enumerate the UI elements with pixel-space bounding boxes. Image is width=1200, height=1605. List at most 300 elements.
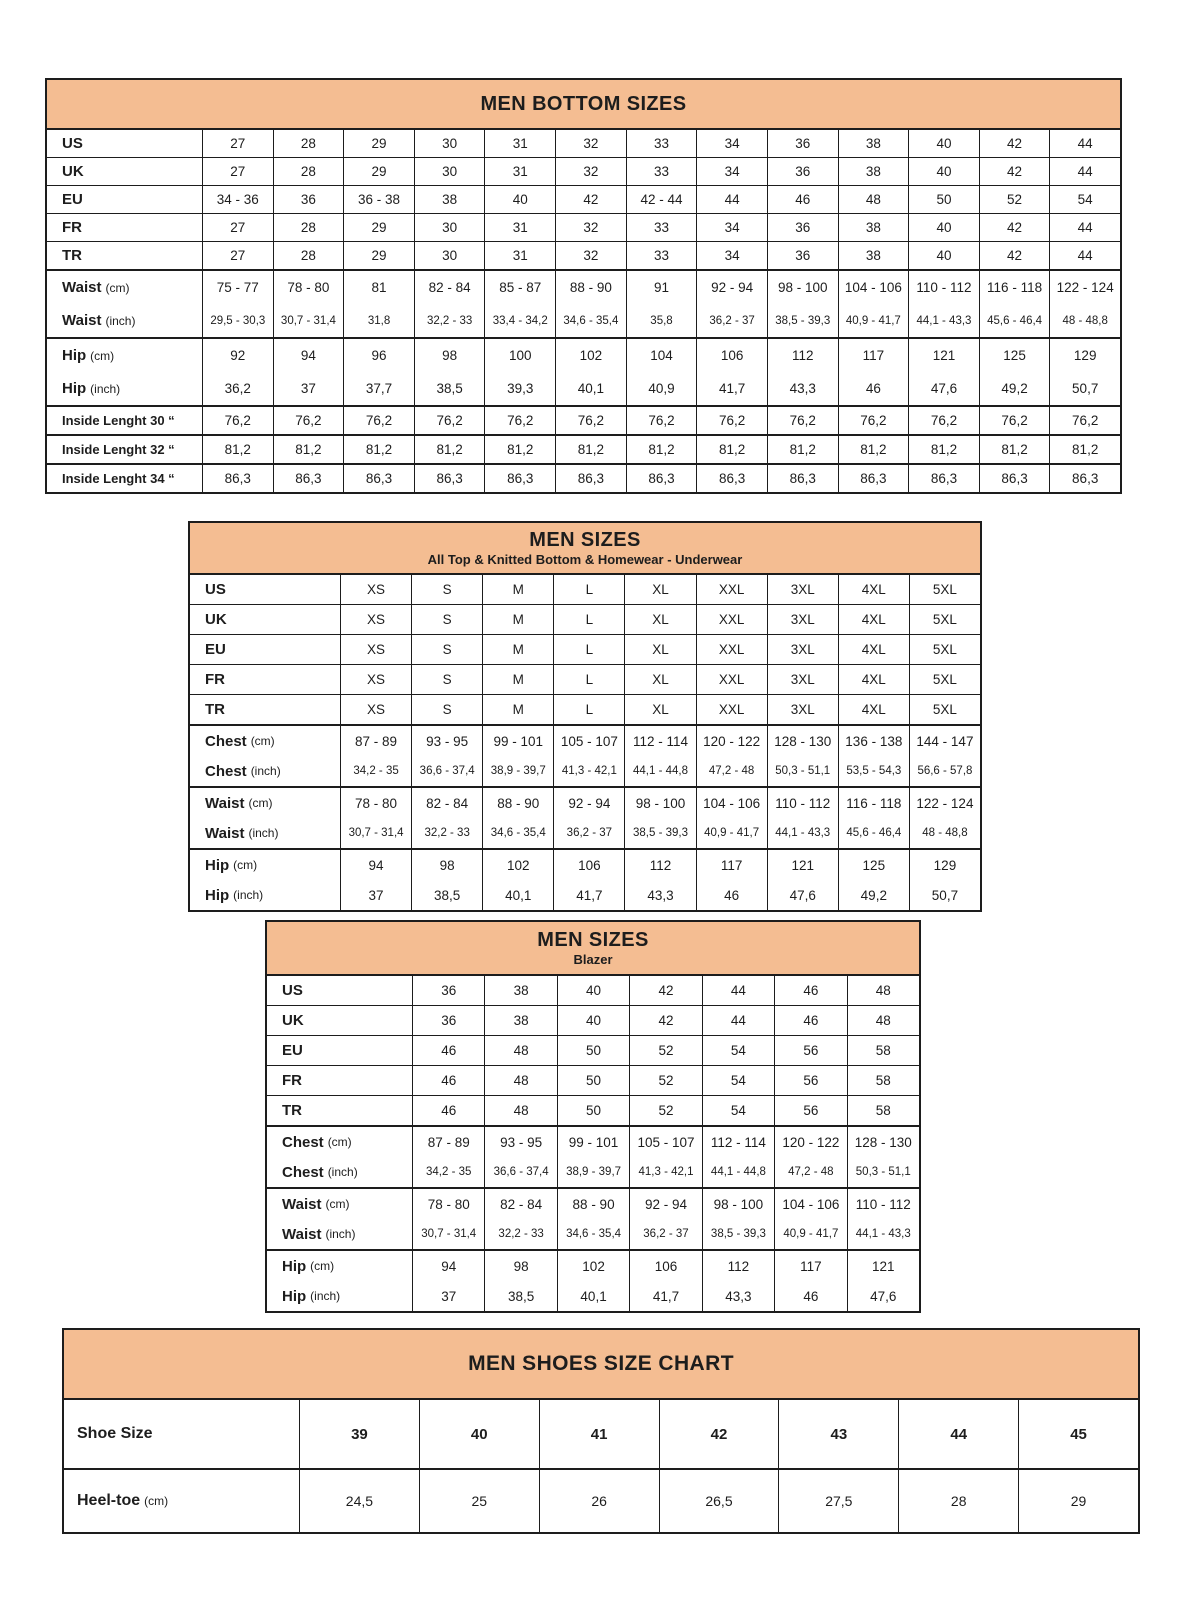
size-cell: XS xyxy=(340,635,411,664)
size-cell: 36 xyxy=(767,214,838,241)
table-row xyxy=(47,271,1120,304)
size-cell: 27 xyxy=(202,214,273,241)
men-sizes-tops-table xyxy=(188,521,982,912)
table-row xyxy=(267,1281,919,1311)
size-cell: 30,7 - 31,4 xyxy=(273,304,344,337)
size-cell: 49,2 xyxy=(838,880,909,910)
size-cell: 29 xyxy=(343,158,414,185)
size-cell: 86,3 xyxy=(626,465,697,492)
size-cell: 125 xyxy=(838,850,909,880)
row-label-text: Inside Lenght 34 “ xyxy=(62,471,175,486)
size-cell: 41,3 - 42,1 xyxy=(629,1157,701,1187)
size-cell: 32,2 - 33 xyxy=(414,304,485,337)
row-label-unit: (inch) xyxy=(325,1227,356,1241)
size-cell: 3XL xyxy=(767,575,838,604)
size-cell: M xyxy=(482,665,553,694)
size-cell: 27 xyxy=(202,158,273,185)
size-cell: 40 xyxy=(419,1400,539,1468)
row-group xyxy=(267,976,919,1005)
row-label xyxy=(190,605,340,634)
row-group xyxy=(47,434,1120,463)
size-cell: 76,2 xyxy=(1049,407,1120,434)
size-cell: 81,2 xyxy=(767,436,838,463)
size-cell: 81,2 xyxy=(626,436,697,463)
size-cell: 38,5 - 39,3 xyxy=(702,1219,774,1249)
size-cell: 31 xyxy=(484,158,555,185)
size-cell: 81,2 xyxy=(908,436,979,463)
table-row xyxy=(267,976,919,1005)
row-group xyxy=(47,269,1120,337)
row-label xyxy=(190,818,340,848)
men-bottom-sizes-table xyxy=(45,78,1122,494)
size-cell: 40 xyxy=(557,1006,629,1035)
size-cell: 41,3 - 42,1 xyxy=(553,756,624,786)
size-cell: 86,3 xyxy=(1049,465,1120,492)
size-cell: 85 - 87 xyxy=(484,271,555,304)
size-cell: 87 - 89 xyxy=(340,726,411,756)
size-cell: 3XL xyxy=(767,605,838,634)
size-cell: 5XL xyxy=(909,635,980,664)
size-cell: XL xyxy=(624,695,695,724)
size-cell: 33 xyxy=(626,130,697,157)
row-group xyxy=(190,604,980,634)
size-cell: 34 xyxy=(696,214,767,241)
size-cell: 98 xyxy=(414,339,485,372)
size-cell: 76,2 xyxy=(273,407,344,434)
size-cell: 36,2 - 37 xyxy=(696,304,767,337)
size-cell: 31 xyxy=(484,242,555,269)
row-group xyxy=(267,1249,919,1311)
row-label-text: Inside Lenght 32 “ xyxy=(62,442,175,457)
size-cell: 32 xyxy=(555,214,626,241)
size-cell: 30,7 - 31,4 xyxy=(340,818,411,848)
size-cell: 40,9 xyxy=(626,372,697,405)
size-cell: 41,7 xyxy=(629,1281,701,1311)
size-cell: 48 - 48,8 xyxy=(1049,304,1120,337)
size-cell: XS xyxy=(340,665,411,694)
row-label-text: EU xyxy=(205,641,226,658)
size-cell: 4XL xyxy=(838,665,909,694)
size-cell: 120 - 122 xyxy=(696,726,767,756)
size-cell: 81,2 xyxy=(838,436,909,463)
size-cell: 36,6 - 37,4 xyxy=(411,756,482,786)
size-cell: 4XL xyxy=(838,635,909,664)
table-row xyxy=(267,1127,919,1157)
size-cell: 116 - 118 xyxy=(979,271,1050,304)
size-cell: 25 xyxy=(419,1470,539,1532)
row-group xyxy=(190,575,980,604)
size-cell: 81,2 xyxy=(555,436,626,463)
size-cell: 100 xyxy=(484,339,555,372)
row-label xyxy=(267,1066,412,1095)
size-cell: 42 - 44 xyxy=(626,186,697,213)
size-cell: 36 xyxy=(273,186,344,213)
size-cell: 78 - 80 xyxy=(273,271,344,304)
size-cell: 32 xyxy=(555,242,626,269)
row-label-text: Chest xyxy=(282,1163,324,1181)
row-label xyxy=(190,756,340,786)
row-group xyxy=(47,157,1120,185)
size-cell: 54 xyxy=(702,1096,774,1125)
size-cell: 27 xyxy=(202,242,273,269)
row-label xyxy=(267,1127,412,1157)
row-label-text: Chest xyxy=(205,732,247,750)
size-cell: 33 xyxy=(626,158,697,185)
size-cell: XXL xyxy=(696,575,767,604)
size-cell: S xyxy=(411,605,482,634)
size-cell: 31,8 xyxy=(343,304,414,337)
size-cell: 34 xyxy=(696,242,767,269)
table-body xyxy=(267,976,919,1311)
size-cell: 38 xyxy=(414,186,485,213)
size-cell: 30 xyxy=(414,242,485,269)
row-label-text: EU xyxy=(62,191,83,208)
size-cell: 104 - 106 xyxy=(774,1189,846,1219)
size-cell: 76,2 xyxy=(202,407,273,434)
size-cell: 96 xyxy=(343,339,414,372)
size-cell: 81,2 xyxy=(696,436,767,463)
size-cell: 93 - 95 xyxy=(484,1127,556,1157)
row-group xyxy=(47,463,1120,492)
size-cell: 105 - 107 xyxy=(629,1127,701,1157)
size-cell: 33,4 - 34,2 xyxy=(484,304,555,337)
row-label-text: Shoe Size xyxy=(77,1425,153,1442)
table-title: MEN SIZES xyxy=(537,928,649,951)
row-label xyxy=(267,1251,412,1281)
size-cell: XXL xyxy=(696,695,767,724)
size-cell: 28 xyxy=(273,214,344,241)
table-row xyxy=(267,1096,919,1125)
table-row xyxy=(190,880,980,910)
size-cell: 24,5 xyxy=(299,1470,419,1532)
size-cell: 43 xyxy=(778,1400,898,1468)
size-cell: 52 xyxy=(629,1036,701,1065)
size-cell: 56 xyxy=(774,1096,846,1125)
size-cell: 86,3 xyxy=(767,465,838,492)
size-cell: 43,3 xyxy=(767,372,838,405)
table-row xyxy=(190,665,980,694)
row-label-unit: (cm) xyxy=(310,1259,335,1273)
size-cell: 102 xyxy=(557,1251,629,1281)
table-row xyxy=(267,1066,919,1095)
size-cell: 36 xyxy=(767,158,838,185)
size-cell: 37 xyxy=(412,1281,484,1311)
size-cell: 48 - 48,8 xyxy=(909,818,980,848)
size-cell: 48 xyxy=(484,1066,556,1095)
table-row xyxy=(47,242,1120,269)
size-cell: 44,1 - 43,3 xyxy=(767,818,838,848)
size-cell: 46 xyxy=(838,372,909,405)
size-cell: S xyxy=(411,575,482,604)
size-cell: 47,2 - 48 xyxy=(696,756,767,786)
size-cell: 26,5 xyxy=(659,1470,779,1532)
size-cell: 76,2 xyxy=(908,407,979,434)
row-group xyxy=(47,185,1120,213)
size-cell: 29 xyxy=(343,242,414,269)
row-label xyxy=(47,130,202,157)
size-cell: 44 xyxy=(1049,242,1120,269)
size-cell: 81,2 xyxy=(414,436,485,463)
row-group xyxy=(47,213,1120,241)
size-cell: 104 - 106 xyxy=(838,271,909,304)
size-cell: 40 xyxy=(484,186,555,213)
size-cell: 48 xyxy=(484,1036,556,1065)
size-cell: 81,2 xyxy=(1049,436,1120,463)
size-cell: 81 xyxy=(343,271,414,304)
row-label xyxy=(64,1470,299,1532)
size-cell: 120 - 122 xyxy=(774,1127,846,1157)
size-cell: 31 xyxy=(484,130,555,157)
size-cell: 36,2 - 37 xyxy=(553,818,624,848)
row-label xyxy=(267,1157,412,1187)
size-cell: 86,3 xyxy=(696,465,767,492)
size-cell: 38 xyxy=(484,1006,556,1035)
size-cell: 42 xyxy=(659,1400,779,1468)
size-cell: 38 xyxy=(838,214,909,241)
row-group xyxy=(190,848,980,910)
size-cell: 82 - 84 xyxy=(484,1189,556,1219)
size-cell: 28 xyxy=(273,242,344,269)
row-group xyxy=(190,634,980,664)
size-cell: 81,2 xyxy=(979,436,1050,463)
size-cell: L xyxy=(553,635,624,664)
size-cell: XL xyxy=(624,665,695,694)
size-cell: 50,7 xyxy=(909,880,980,910)
size-cell: 30,7 - 31,4 xyxy=(412,1219,484,1249)
size-cell: 99 - 101 xyxy=(557,1127,629,1157)
table-body xyxy=(47,130,1120,492)
row-label-text: UK xyxy=(205,611,227,628)
size-cell: 47,6 xyxy=(847,1281,919,1311)
size-cell: 41,7 xyxy=(696,372,767,405)
size-cell: 81,2 xyxy=(202,436,273,463)
table-row xyxy=(190,726,980,756)
row-label-text: Chest xyxy=(282,1133,324,1151)
row-label-text: Hip xyxy=(205,886,230,904)
table-row xyxy=(267,1036,919,1065)
row-label-text: EU xyxy=(282,1042,303,1059)
size-cell: 50 xyxy=(557,1066,629,1095)
size-cell: 30 xyxy=(414,214,485,241)
size-cell: 81,2 xyxy=(343,436,414,463)
size-cell: 92 - 94 xyxy=(696,271,767,304)
size-cell: 76,2 xyxy=(626,407,697,434)
size-cell: 58 xyxy=(847,1036,919,1065)
row-label-unit: (cm) xyxy=(248,796,273,810)
size-cell: 82 - 84 xyxy=(411,788,482,818)
table-row xyxy=(47,186,1120,213)
size-cell: 48 xyxy=(838,186,909,213)
size-cell: 94 xyxy=(273,339,344,372)
size-cell: L xyxy=(553,605,624,634)
table-title: MEN SHOES SIZE CHART xyxy=(468,1351,734,1375)
row-label-unit: (cm) xyxy=(327,1135,352,1149)
size-cell: 32,2 - 33 xyxy=(484,1219,556,1249)
size-cell: 50,3 - 51,1 xyxy=(767,756,838,786)
row-label-unit: (inch) xyxy=(310,1289,341,1303)
size-cell: 112 - 114 xyxy=(624,726,695,756)
size-cell: 4XL xyxy=(838,575,909,604)
size-cell: 32 xyxy=(555,130,626,157)
size-cell: 34 xyxy=(696,158,767,185)
row-label xyxy=(190,726,340,756)
size-cell: 40 xyxy=(557,976,629,1005)
size-cell: 36 xyxy=(767,130,838,157)
size-cell: 44,1 - 44,8 xyxy=(702,1157,774,1187)
row-group xyxy=(267,1065,919,1095)
row-label xyxy=(64,1400,299,1468)
size-cell: 38 xyxy=(838,242,909,269)
row-label-unit: (inch) xyxy=(105,313,136,328)
size-cell: 117 xyxy=(838,339,909,372)
size-cell: 38 xyxy=(484,976,556,1005)
size-cell: 49,2 xyxy=(979,372,1050,405)
size-cell: XS xyxy=(340,575,411,604)
size-cell: 129 xyxy=(1049,339,1120,372)
size-cell: 52 xyxy=(629,1096,701,1125)
row-label-unit: (inch) xyxy=(248,826,279,840)
size-cell: 116 - 118 xyxy=(838,788,909,818)
size-cell: 40,1 xyxy=(555,372,626,405)
size-cell: 86,3 xyxy=(273,465,344,492)
table-row xyxy=(64,1470,1138,1532)
size-cell: 44,1 - 44,8 xyxy=(624,756,695,786)
row-label-text: UK xyxy=(282,1012,304,1029)
size-cell: 38,5 xyxy=(414,372,485,405)
size-cell: 117 xyxy=(696,850,767,880)
row-label xyxy=(47,304,202,337)
size-cell: XL xyxy=(624,635,695,664)
row-label-text: Inside Lenght 30 “ xyxy=(62,413,175,428)
row-label-text: Waist xyxy=(282,1195,322,1213)
size-cell: 36 xyxy=(767,242,838,269)
size-cell: 75 - 77 xyxy=(202,271,273,304)
table-row xyxy=(190,756,980,786)
size-cell: 44 xyxy=(702,976,774,1005)
row-label xyxy=(190,695,340,724)
size-cell: 106 xyxy=(553,850,624,880)
table-row xyxy=(190,605,980,634)
row-label-text: US xyxy=(62,135,83,152)
size-cell: 38,9 - 39,7 xyxy=(557,1157,629,1187)
size-cell: 38 xyxy=(838,158,909,185)
table-row xyxy=(267,1006,919,1035)
row-label xyxy=(47,271,202,304)
row-label xyxy=(267,1036,412,1065)
row-label-unit: (inch) xyxy=(90,381,121,396)
size-cell: 76,2 xyxy=(696,407,767,434)
size-cell: 58 xyxy=(847,1066,919,1095)
row-label-text: Waist xyxy=(205,794,245,812)
size-cell: 31 xyxy=(484,214,555,241)
size-cell: 46 xyxy=(412,1066,484,1095)
size-cell: 86,3 xyxy=(343,465,414,492)
size-cell: 41,7 xyxy=(553,880,624,910)
table-row xyxy=(47,304,1120,337)
size-cell: 112 xyxy=(702,1251,774,1281)
size-cell: 136 - 138 xyxy=(838,726,909,756)
size-cell: 30 xyxy=(414,130,485,157)
size-cell: 54 xyxy=(702,1066,774,1095)
size-cell: 28 xyxy=(273,158,344,185)
row-group xyxy=(267,1005,919,1035)
size-cell: 88 - 90 xyxy=(555,271,626,304)
size-cell: 112 - 114 xyxy=(702,1127,774,1157)
size-cell: 27 xyxy=(202,130,273,157)
size-cell: 33 xyxy=(626,242,697,269)
size-cell: 102 xyxy=(555,339,626,372)
size-cell: 112 xyxy=(624,850,695,880)
row-label-text: Hip xyxy=(62,380,87,397)
size-cell: 54 xyxy=(702,1036,774,1065)
size-cell: 91 xyxy=(626,271,697,304)
row-group xyxy=(47,405,1120,434)
size-cell: M xyxy=(482,605,553,634)
size-cell: 53,5 - 54,3 xyxy=(838,756,909,786)
size-cell: 42 xyxy=(555,186,626,213)
size-cell: 50,3 - 51,1 xyxy=(847,1157,919,1187)
row-label xyxy=(47,158,202,185)
size-cell: 144 - 147 xyxy=(909,726,980,756)
row-label xyxy=(190,575,340,604)
size-cell: XL xyxy=(624,605,695,634)
size-cell: 46 xyxy=(412,1036,484,1065)
row-label-unit: (cm) xyxy=(325,1197,350,1211)
size-cell: 105 - 107 xyxy=(553,726,624,756)
table-row xyxy=(47,130,1120,157)
size-cell: 86,3 xyxy=(414,465,485,492)
row-label-text: TR xyxy=(205,701,225,718)
table-row xyxy=(47,465,1120,492)
size-cell: 40 xyxy=(908,158,979,185)
table-title-bar xyxy=(267,922,919,976)
size-cell: 45,6 - 46,4 xyxy=(979,304,1050,337)
size-cell: 41 xyxy=(539,1400,659,1468)
size-cell: 58 xyxy=(847,1096,919,1125)
size-cell: 104 xyxy=(626,339,697,372)
size-cell: 99 - 101 xyxy=(482,726,553,756)
table-row xyxy=(190,695,980,724)
row-label-text: TR xyxy=(282,1102,302,1119)
size-cell: 94 xyxy=(340,850,411,880)
row-label xyxy=(190,788,340,818)
row-label xyxy=(267,1096,412,1125)
size-cell: 86,3 xyxy=(838,465,909,492)
table-title: MEN SIZES xyxy=(529,528,641,551)
size-cell: 40,1 xyxy=(482,880,553,910)
size-cell: 38,5 - 39,3 xyxy=(624,818,695,848)
table-row xyxy=(267,1251,919,1281)
men-sizes-blazer-table xyxy=(265,920,921,1313)
size-cell: 46 xyxy=(412,1096,484,1125)
row-label xyxy=(190,880,340,910)
size-cell: 98 - 100 xyxy=(624,788,695,818)
size-cell: 46 xyxy=(767,186,838,213)
size-cell: 39 xyxy=(299,1400,419,1468)
row-group xyxy=(64,1468,1138,1532)
row-label xyxy=(190,665,340,694)
size-cell: M xyxy=(482,575,553,604)
size-cell: 86,3 xyxy=(555,465,626,492)
size-cell: 4XL xyxy=(838,605,909,634)
size-cell: XL xyxy=(624,575,695,604)
row-group xyxy=(190,724,980,786)
size-cell: 46 xyxy=(774,976,846,1005)
row-group xyxy=(47,337,1120,405)
size-cell: 87 - 89 xyxy=(412,1127,484,1157)
size-cell: 42 xyxy=(979,214,1050,241)
size-cell: 46 xyxy=(696,880,767,910)
